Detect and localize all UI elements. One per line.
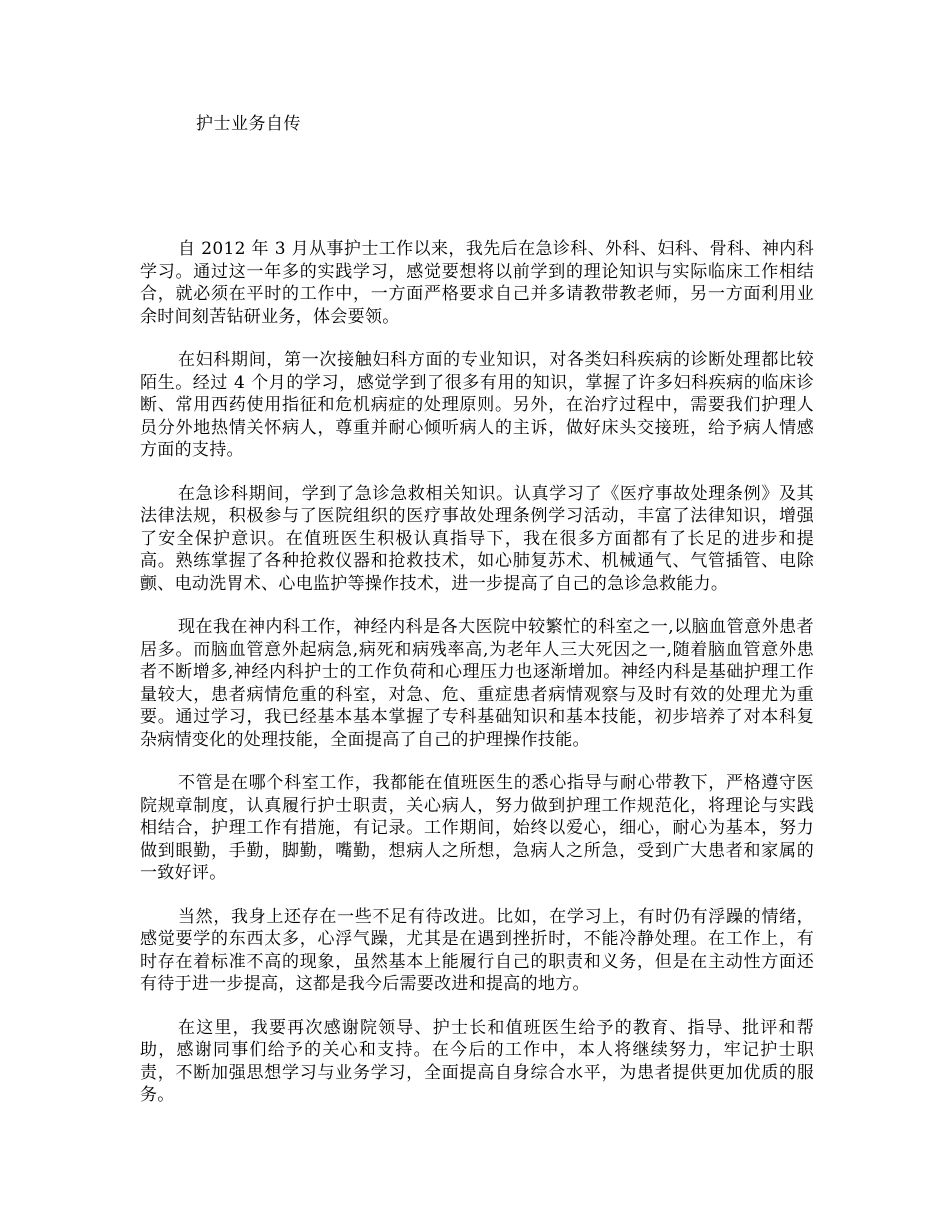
paragraph-intro: 自 2012 年 3 月从事护士工作以来，我先后在急诊科、外科、妇科、骨科、神内科学习。通过这一年多的实践学习，感觉要想将以前学到的理论知识与实际临床工作相结合，就必须在平时的工作中，一方面严格要求自己并多请教带教老师，另一方面利用业余时间刻苦钻研业务，体会要领。: [140, 239, 814, 327]
paragraph-thanks: 在这里，我要再次感谢院领导、护士长和值班医生给予的教育、指导、批评和帮助，感谢同事们给予的关心和支持。在今后的工作中，本人将继续努力，牢记护士职责，不断加强思想学习与业务学习，全面提高自身综合水平，为患者提供更加优质的服务。: [140, 1017, 814, 1105]
document-title: 护士业务自传: [196, 114, 301, 134]
paragraph-shortcomings: 当然，我身上还存在一些不足有待改进。比如，在学习上，有时仍有浮躁的情绪，感觉要学的东西太多，心浮气躁，尤其是在遇到挫折时，不能冷静处理。在工作上，有时存在着标准不高的现象，虽然基本上能履行自己的职责和义务，但是在主动性方面还有待于进一步提高，这都是我今后需要改进和提高的地方。: [140, 906, 814, 994]
paragraph-gynecology: 在妇科期间，第一次接触妇科方面的专业知识，对各类妇科疾病的诊断处理都比较陌生。经过 4 个月的学习，感觉学到了很多有用的知识，掌握了许多妇科疾病的临床诊断、常用西药使用指征和危机病症的处理原则。另外，在治疗过程中，需要我们护理人员分外地热情关怀病人，尊重并耐心倾听病人的主诉，做好床头交接班，给予病人情感方面的支持。: [140, 350, 814, 460]
paragraph-neurology: 现在我在神内科工作，神经内科是各大医院中较繁忙的科室之一,以脑血管意外患者居多。而脑血管意外起病急,病死和病残率高,为老年人三大死因之一,随着脑血管意外患者不断增多,神经内科护士的工作负荷和心理压力也逐渐增加。神经内科是基础护理工作量较大，患者病情危重的科室，对急、危、重症患者病情观察与及时有效的处理尤为重要。通过学习，我已经基本基本掌握了专科基础知识和基本技能，初步培养了对本科复杂病情变化的处理技能，全面提高了自己的护理操作技能。: [140, 617, 814, 750]
document-body: [140, 238, 814, 1128]
paragraph-emergency: 在急诊科期间，学到了急诊急救相关知识。认真学习了《医疗事故处理条例》及其法律法规，积极参与了医院组织的医疗事故处理条例学习活动，丰富了法律知识，增强了安全保护意识。在值班医生积极认真指导下，我在很多方面都有了长足的进步和提高。熟练掌握了各种抢救仪器和抢救技术，如心肺复苏术、机械通气、气管插管、电除颤、电动洗胃术、心电监护等操作技术，进一步提高了自己的急诊急救能力。: [140, 483, 814, 594]
paragraph-work-attitude: 不管是在哪个科室工作，我都能在值班医生的悉心指导与耐心带教下，严格遵守医院规章制度，认真履行护士职责，关心病人，努力做到护理工作规范化，将理论与实践相结合，护理工作有措施，有记录。工作期间，始终以爱心，细心，耐心为基本，努力做到眼勤，手勤，脚勤，嘴勤，想病人之所想，急病人之所急，受到广大患者和家属的一致好评。: [140, 773, 814, 883]
